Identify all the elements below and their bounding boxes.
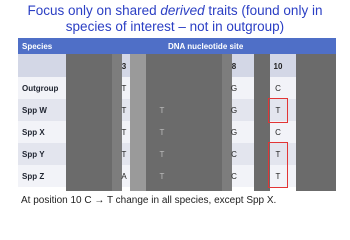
nucleotide-cell: T <box>275 106 281 115</box>
title-line-1: Focus only on shared derived traits (found only in <box>27 3 323 18</box>
site-number: 8 <box>231 62 237 71</box>
nucleotide-cell: T <box>275 172 281 181</box>
nucleotide-cell: G <box>230 128 238 137</box>
site-number: 3 <box>121 62 127 71</box>
slide-title <box>0 3 350 35</box>
site-number-labels <box>18 54 336 77</box>
species-name: Spp W <box>22 106 47 115</box>
species-name: Spp X <box>22 128 45 137</box>
table-header-row <box>18 38 336 54</box>
nucleotide-cell: T <box>159 128 165 137</box>
nucleotide-cell: C <box>275 128 281 137</box>
nucleotide-table <box>18 38 336 191</box>
row-values <box>18 143 336 165</box>
site-number: 10 <box>273 62 283 71</box>
nucleotide-cell: G <box>230 106 238 115</box>
nucleotide-cell: T <box>159 172 165 181</box>
nucleotide-cell: A <box>121 172 127 181</box>
nucleotide-cell: G <box>230 84 238 93</box>
footer-note: At position 10 C → T change in all species, except Spp X. <box>21 195 277 206</box>
dna-site-header: DNA nucleotide site <box>168 42 244 51</box>
species-name: Outgroup <box>22 84 59 93</box>
title-line-2: species of interest – not in outgroup) <box>65 19 285 34</box>
highlight-box-spp-w <box>268 98 288 123</box>
nucleotide-cell: T <box>121 84 127 93</box>
nucleotide-cell: T <box>121 128 127 137</box>
row-values <box>18 165 336 187</box>
nucleotide-cell: C <box>231 150 237 159</box>
nucleotide-cell: T <box>121 150 127 159</box>
nucleotide-cell: T <box>159 150 165 159</box>
nucleotide-cell: T <box>121 106 127 115</box>
row-values <box>18 121 336 143</box>
row-values <box>18 99 336 121</box>
species-name: Spp Y <box>22 150 45 159</box>
nucleotide-cell: T <box>159 106 165 115</box>
species-name: Spp Z <box>22 172 45 181</box>
nucleotide-cell: C <box>275 84 281 93</box>
nucleotide-cell: T <box>275 150 281 159</box>
highlight-box-spp-y-z <box>268 142 288 188</box>
species-column-header: Species <box>22 42 53 51</box>
nucleotide-cell: C <box>231 172 237 181</box>
row-values <box>18 77 336 99</box>
